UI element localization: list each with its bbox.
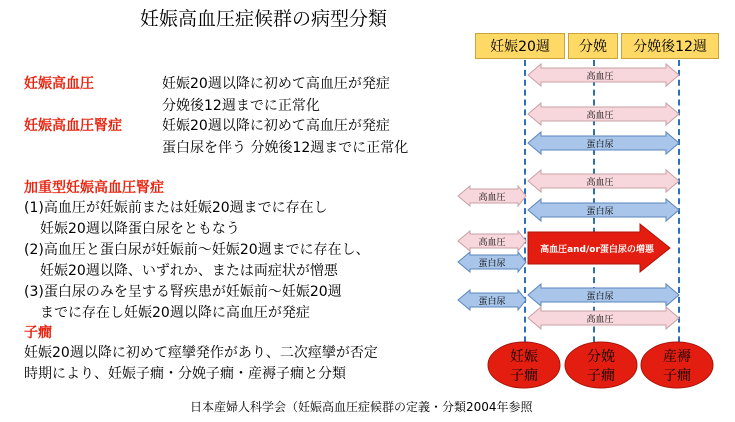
label-gestational-hypertension: 妊娠高血圧 [24, 76, 94, 92]
circle-antepartum-eclampsia-l2: 子癇 [510, 368, 538, 384]
circle-postpartum-eclampsia-l2: 子癇 [663, 368, 691, 384]
citation: 日本産婦人科学会（妊娠高血圧症候群の定義・分類2004年参照 [190, 400, 533, 414]
label-preeclampsia: 妊娠高血圧腎症 [24, 118, 122, 134]
arrow-sup1-hypertension-label: 高血圧 [586, 178, 614, 188]
circle-antepartum-eclampsia-l1: 妊娠 [510, 349, 538, 365]
arrow-gh-hypertension-label: 高血圧 [586, 72, 614, 82]
arrow-sup1-pre-hypertension-label: 高血圧 [478, 193, 506, 203]
ecl-desc-1: 妊娠20週以降に初めて痙攣発作があり、二次痙攣が否定 [24, 345, 378, 361]
arrow-pe-proteinuria-label: 蛋白尿 [586, 140, 614, 150]
pe-desc-2: 蛋白尿を伴う 分娩後12週までに正常化 [162, 140, 409, 156]
label-eclampsia: 子癇 [24, 325, 52, 341]
sup-1a: (1)高血圧が妊娠前または妊娠20週までに存在し [24, 200, 328, 216]
arrow-sup2-pre-hypertension-label: 高血圧 [478, 238, 506, 248]
arrow-sup1-proteinuria-label: 蛋白尿 [586, 207, 614, 217]
label-superimposed-preeclampsia: 加重型妊娠高血圧腎症 [24, 180, 164, 196]
arrow-sup2-pre-proteinuria-label: 蛋白尿 [478, 259, 506, 269]
page-title: 妊娠高血圧症候群の病型分類 [140, 8, 388, 30]
pe-desc-1: 妊娠20週以降に初めて高血圧が発症 [162, 118, 390, 134]
circle-postpartum-eclampsia-l1: 産褥 [663, 349, 691, 365]
sup-3b: までに存在し妊娠20週以降に高血圧が発症 [40, 305, 310, 321]
gh-desc-1: 妊娠20週以降に初めて高血圧が発症 [162, 76, 390, 92]
sup-3a: (3)蛋白尿のみを呈する腎疾患が妊娠前～妊娠20週 [24, 284, 342, 300]
arrow-sup3-pre-proteinuria-label: 蛋白尿 [478, 297, 506, 307]
sup-1b: 妊娠20週以降蛋白尿をともなう [40, 221, 240, 237]
circle-intrapartum-eclampsia-l1: 分娩 [587, 349, 615, 365]
arrow-sup2-worsening-label: 高血圧and/or蛋白尿の増悪 [540, 245, 654, 255]
circle-intrapartum-eclampsia-l2: 子癇 [587, 368, 615, 384]
sup-2b: 妊娠20週以降、いずれか、または両症状が憎悪 [40, 263, 338, 279]
sup-2a: (2)高血圧と蛋白尿が妊娠前～妊娠20週までに存在し、 [24, 242, 370, 258]
ecl-desc-2: 時期により、妊娠子癇・分娩子癇・産褥子癇と分類 [24, 366, 346, 382]
arrow-pe-hypertension-label: 高血圧 [586, 111, 614, 121]
header-postpartum12w: 分娩後12週 [621, 33, 719, 59]
gh-desc-2: 分娩後12週までに正常化 [162, 98, 320, 114]
arrow-sup3-proteinuria-label: 蛋白尿 [586, 292, 614, 302]
header-week20: 妊娠20週 [475, 33, 565, 59]
header-delivery: 分娩 [568, 33, 618, 59]
arrow-sup3-hypertension-label: 高血圧 [586, 315, 614, 325]
